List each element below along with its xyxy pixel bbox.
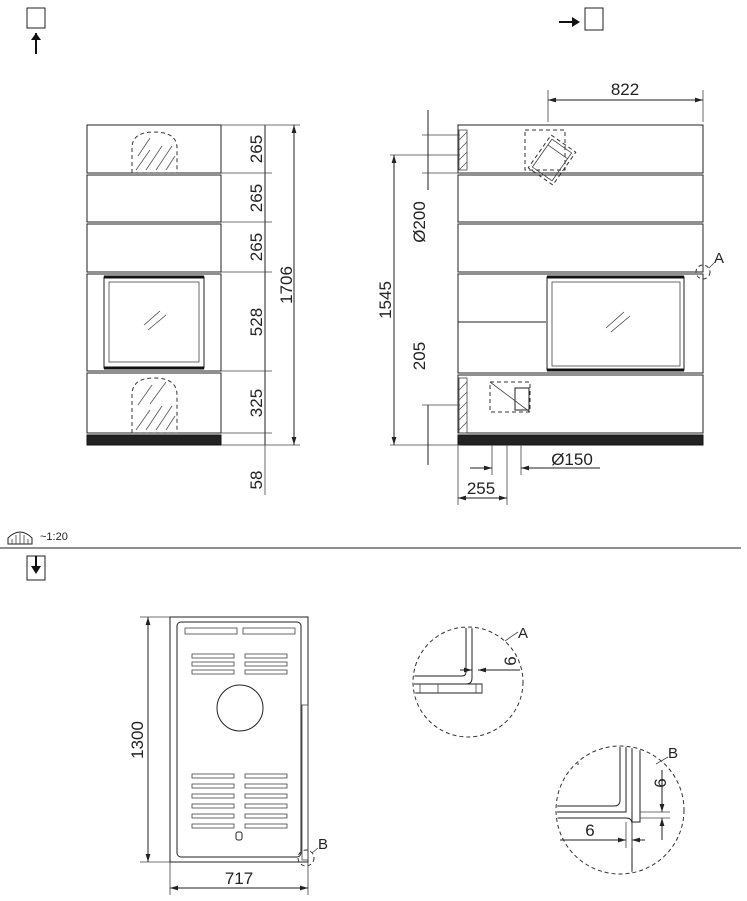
front-dim-3: 265 xyxy=(247,232,266,262)
scale-label: ~1:20 xyxy=(40,531,68,543)
plan-dim-depth: 1300 xyxy=(128,721,147,759)
front-plinth xyxy=(87,435,221,445)
detail-a-dim: 6 xyxy=(501,656,520,666)
plan-flue-opening xyxy=(217,685,263,731)
side-detail-marker: A xyxy=(714,250,725,267)
detail-a-circle xyxy=(413,627,523,737)
front-dim-4: 528 xyxy=(247,307,266,337)
side-dim-inlet-diameter: Ø150 xyxy=(551,450,593,469)
front-view xyxy=(87,125,300,495)
side-segment-1 xyxy=(458,125,703,173)
scale-indicator xyxy=(8,531,68,544)
plan-detail-marker: B xyxy=(318,836,329,853)
front-segment-3 xyxy=(87,224,221,272)
detail-b-dim-horizontal: 6 xyxy=(585,821,595,840)
front-view-icon xyxy=(27,8,45,54)
front-dim-1: 265 xyxy=(247,134,266,164)
side-segment-2 xyxy=(458,175,703,222)
detail-b xyxy=(550,740,684,880)
side-dim-flue-height: 1545 xyxy=(376,281,395,319)
plan-dim-width: 717 xyxy=(224,869,254,888)
side-dim-depth: 822 xyxy=(610,80,640,99)
detail-a xyxy=(410,620,528,737)
side-dim-inlet-height: 205 xyxy=(410,341,429,371)
side-view xyxy=(376,80,724,505)
front-dim-2: 265 xyxy=(247,183,266,213)
side-dim-flue-diameter: Ø200 xyxy=(410,201,429,243)
plan-view xyxy=(128,617,328,895)
side-plinth xyxy=(458,435,703,445)
side-view-icon xyxy=(559,8,603,30)
side-segment-3 xyxy=(458,224,703,272)
front-segment-5 xyxy=(87,373,221,433)
plan-detail-marker-circle xyxy=(298,850,314,866)
detail-a-label: A xyxy=(518,625,529,642)
plan-inner xyxy=(177,622,301,857)
front-segment-1 xyxy=(87,125,221,173)
front-dim-5: 325 xyxy=(247,388,266,418)
front-dim-base: 58 xyxy=(247,470,266,490)
front-dim-total: 1706 xyxy=(277,266,296,304)
plan-view-icon xyxy=(27,556,45,580)
detail-b-dim-vertical: 6 xyxy=(651,778,670,788)
front-segment-2 xyxy=(87,175,221,222)
front-firebox xyxy=(87,274,221,371)
detail-b-label: B xyxy=(668,745,679,762)
side-dim-inlet-offset: 255 xyxy=(466,479,496,498)
